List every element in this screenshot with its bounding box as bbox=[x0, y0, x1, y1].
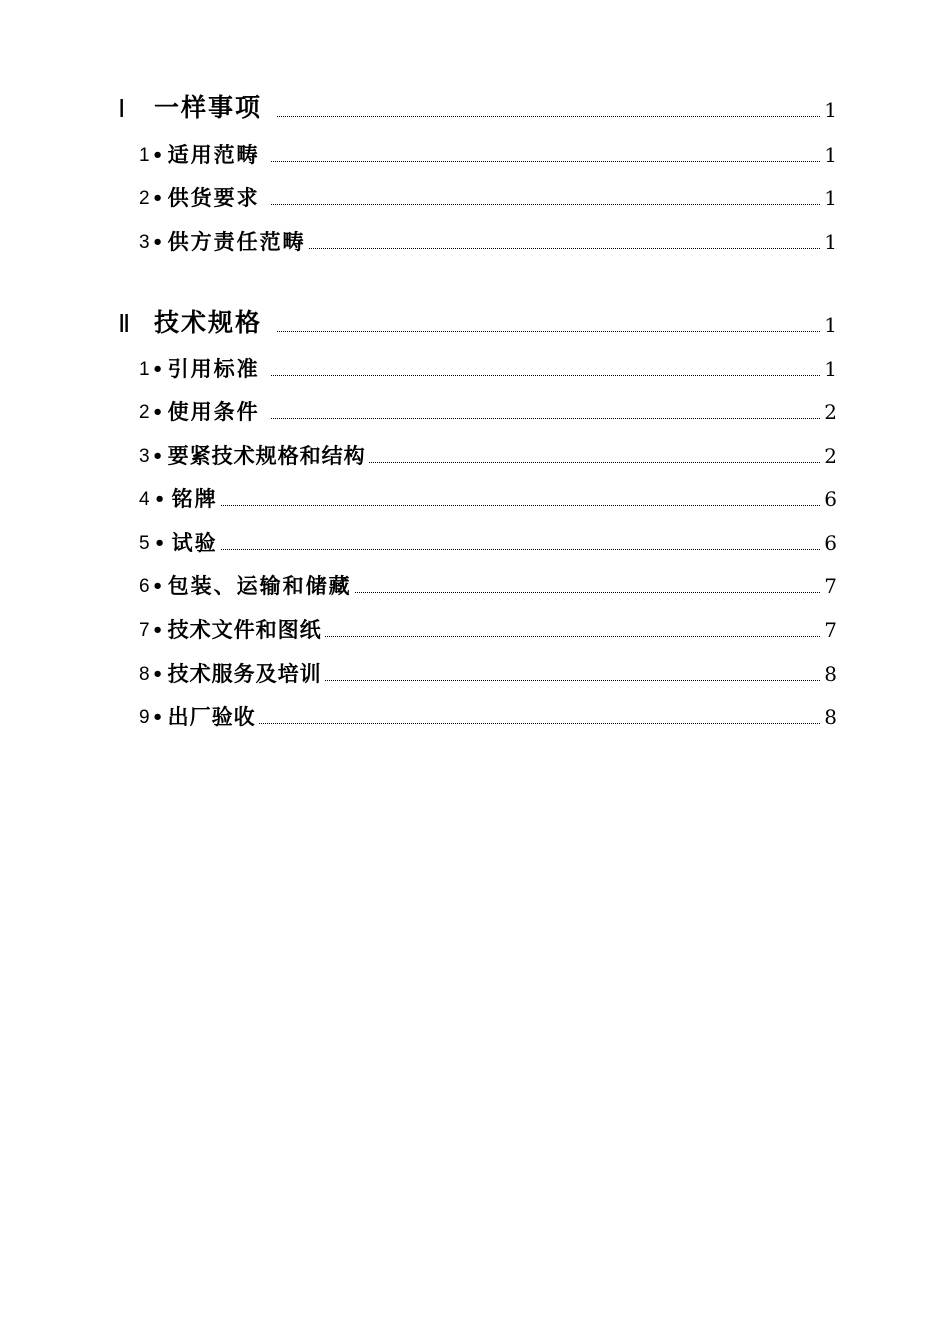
toc-item-separator: • bbox=[151, 664, 166, 685]
toc-section-2[interactable] bbox=[0, 305, 950, 339]
toc-item-page: 1 bbox=[824, 230, 837, 254]
toc-item-separator: • bbox=[151, 446, 166, 467]
toc-item-page: 8 bbox=[824, 662, 837, 686]
toc-section-1-label bbox=[118, 88, 274, 124]
toc-item-page: 1 bbox=[824, 143, 837, 167]
toc-item-title: 使用条件 bbox=[167, 399, 260, 424]
toc-item-separator: • bbox=[151, 576, 166, 597]
toc-item-1-1-label bbox=[139, 139, 268, 169]
toc-item-2-8[interactable] bbox=[0, 654, 950, 688]
toc-section-2-number: Ⅱ bbox=[118, 311, 133, 338]
toc-item-2-2[interactable] bbox=[0, 392, 950, 426]
dot-leader bbox=[271, 161, 820, 162]
toc-item-number: 1 bbox=[139, 145, 150, 166]
dot-leader bbox=[221, 505, 820, 506]
toc-item-title: 引用标准 bbox=[167, 356, 260, 381]
toc-item-number: 3 bbox=[139, 232, 150, 253]
dot-leader bbox=[325, 636, 820, 637]
toc-item-2-9[interactable] bbox=[0, 697, 950, 731]
toc-item-title: 技术文件和图纸 bbox=[167, 617, 322, 642]
dot-leader bbox=[271, 418, 820, 419]
toc-item-2-4-label bbox=[139, 483, 218, 513]
toc-section-1-title: 一样事项 bbox=[154, 93, 263, 122]
toc-item-1-3-label bbox=[139, 226, 306, 256]
dot-leader bbox=[271, 375, 820, 376]
toc-item-number: 4 bbox=[139, 489, 150, 510]
dot-leader bbox=[309, 248, 820, 249]
toc-item-page: 1 bbox=[824, 186, 837, 210]
toc-section-1[interactable] bbox=[0, 90, 950, 124]
toc-item-number: 8 bbox=[139, 664, 150, 685]
toc-item-number: 1 bbox=[139, 359, 150, 380]
toc-item-separator: • bbox=[151, 707, 166, 728]
toc-item-2-3-label bbox=[139, 440, 366, 470]
toc-item-2-3[interactable] bbox=[0, 436, 950, 470]
dot-leader bbox=[355, 592, 820, 593]
dot-leader bbox=[369, 462, 820, 463]
toc-item-separator: • bbox=[151, 402, 166, 423]
toc-section-2-label bbox=[118, 303, 274, 339]
toc-item-separator: • bbox=[151, 188, 166, 209]
dot-leader bbox=[221, 549, 820, 550]
toc-item-2-6-label bbox=[139, 570, 352, 600]
toc-item-2-9-label bbox=[139, 701, 256, 731]
toc-item-separator: • bbox=[151, 232, 166, 253]
toc-item-number: 5 bbox=[139, 533, 150, 554]
dot-leader bbox=[271, 204, 820, 205]
toc-item-2-2-label bbox=[139, 396, 268, 426]
toc-item-number: 6 bbox=[139, 576, 150, 597]
toc-item-number: 2 bbox=[139, 188, 150, 209]
toc-item-title: 技术服务及培训 bbox=[167, 661, 322, 686]
toc-item-number: 2 bbox=[139, 402, 150, 423]
toc-item-1-1[interactable] bbox=[0, 135, 950, 169]
toc-item-title: 包装、运输和储藏 bbox=[167, 573, 352, 598]
toc-item-number: 7 bbox=[139, 620, 150, 641]
toc-item-page: 1 bbox=[824, 357, 837, 381]
toc-item-title: 铭牌 bbox=[171, 486, 218, 511]
toc-item-2-1[interactable] bbox=[0, 349, 950, 383]
toc-item-page: 7 bbox=[824, 574, 837, 598]
toc-section-2-page: 1 bbox=[824, 313, 837, 337]
toc-section-1-page: 1 bbox=[824, 98, 837, 122]
toc-item-page: 7 bbox=[824, 618, 837, 642]
toc-item-1-2[interactable] bbox=[0, 178, 950, 212]
toc-item-2-5[interactable] bbox=[0, 523, 950, 557]
toc-item-2-7-label bbox=[139, 614, 322, 644]
dot-leader bbox=[325, 680, 820, 681]
toc-item-2-7[interactable] bbox=[0, 610, 950, 644]
toc-section-1-number: Ⅰ bbox=[118, 96, 128, 123]
dot-leader bbox=[277, 116, 820, 117]
toc-item-page: 8 bbox=[824, 705, 837, 729]
toc-item-2-1-label bbox=[139, 353, 268, 383]
toc-item-2-4[interactable] bbox=[0, 479, 950, 513]
toc-item-title: 出厂验收 bbox=[167, 704, 256, 729]
toc-item-page: 2 bbox=[824, 400, 837, 424]
dot-leader bbox=[259, 723, 820, 724]
toc-item-separator: • bbox=[151, 359, 166, 380]
toc-item-2-5-label bbox=[139, 527, 218, 557]
toc-item-title: 供方责任范畴 bbox=[167, 229, 306, 254]
toc-item-title: 试验 bbox=[171, 530, 218, 555]
toc-item-separator: • bbox=[151, 620, 166, 641]
toc-item-separator: • bbox=[153, 533, 168, 554]
toc-item-separator: • bbox=[151, 145, 166, 166]
toc-item-1-3[interactable] bbox=[0, 222, 950, 256]
toc-item-page: 6 bbox=[824, 487, 837, 511]
toc-item-2-6[interactable] bbox=[0, 566, 950, 600]
toc-item-number: 9 bbox=[139, 707, 150, 728]
toc-item-separator: • bbox=[153, 489, 168, 510]
toc-item-page: 2 bbox=[824, 444, 837, 468]
toc-item-title: 适用范畴 bbox=[167, 142, 260, 167]
toc-item-1-2-label bbox=[139, 182, 268, 212]
toc-item-2-8-label bbox=[139, 658, 322, 688]
toc-item-title: 要紧技术规格和结构 bbox=[167, 443, 366, 468]
toc-item-number: 3 bbox=[139, 446, 150, 467]
toc-item-title: 供货要求 bbox=[167, 185, 260, 210]
toc-section-2-title: 技术规格 bbox=[154, 308, 263, 337]
toc-item-page: 6 bbox=[824, 531, 837, 555]
dot-leader bbox=[277, 331, 820, 332]
